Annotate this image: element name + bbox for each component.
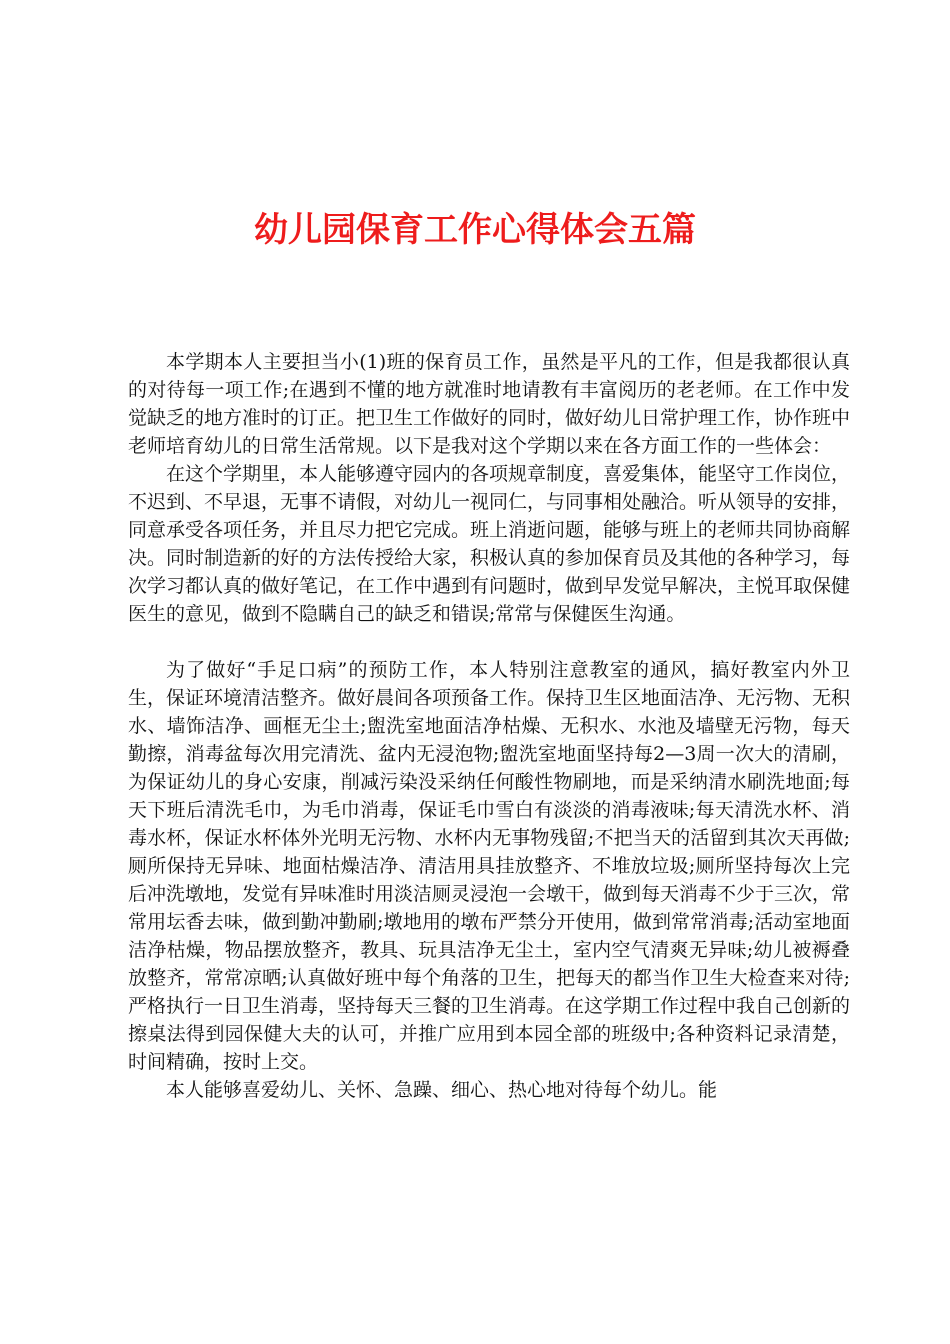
paragraph-hygiene: 为了做好“手足口病”的预防工作，本人特别注意教室的通风，搞好教室内外卫生，保证环境清洁整齐。做好晨间各项预备工作。保持卫生区地面洁净、无污物、无积水、墙饰洁净、画框无尘土;盥洗室地面洁净枯燥、无积水、水池及墙壁无污物，每天勤擦，消毒盆每次用完清洗、盆内无浸泡物;盥洗室地面坚持每2—3周一次大的清刷，为保证幼儿的身心安康，削减污染没采纳任何酸性物刷地，而是采纳清水刷洗地面;每天下班后清洗毛巾，为毛巾消毒，保证毛巾雪白有淡淡的消毒液味;每天清洗水杯、消毒水杯，保证水杯体外光明无污物、水杯内无事物残留;不把当天的活留到其次天再做;厕所保持无异味、地面枯燥洁净、清洁用具挂放整齐、不堆放垃圾;厕所坚持每次上完后冲洗墩地，发觉有异味准时用淡洁厕灵浸泡一会墩干，做到每天消毒不少于三次，常常用坛香去味，做到勤冲勤刷;墩地用的墩布严禁分开使用，做到常常消毒;活动室地面洁净枯燥，物品摆放整齐，教具、玩具洁净无尘土，室内空气清爽无异味;幼儿被褥叠放整齐，常常凉晒;认真做好班中每个角落的卫生，把每天的都当作卫生大检查来对待;严格执行一日卫生消毒，坚持每天三餐的卫生消毒。在这学期工作过程中我自己创新的擦桌法得到园保健大夫的认可，并推广应用到本园全部的班级中;各种资料记录清楚，时间精确，按时上交。 (128, 659, 851, 1073)
paragraph-discipline: 在这个学期里，本人能够遵守园内的各项规章制度，喜爱集体，能坚守工作岗位，不迟到、不早退，无事不请假，对幼儿一视同仁，与同事相处融洽。听从领导的安排，同意承受各项任务，并且尽力把它完成。班上消逝问题，能够与班上的老师共同协商解决。同时制造新的好的方法传授给大家，积极认真的参加保育员及其他的各种学习，每次学习都认真的做好笔记，在工作中遇到有问题时，做到早发觉早解决，主悦耳取保健医生的意见，做到不隐瞒自己的缺乏和错误;常常与保健医生沟通。 (128, 463, 851, 625)
paragraph-care: 本人能够喜爱幼儿、关怀、急躁、细心、热心地对待每个幼儿。能 (166, 1079, 718, 1101)
paragraph-intro: 本学期本人主要担当小(1)班的保育员工作，虽然是平凡的工作，但是我都很认真的对待每一项工作;在遇到不懂的地方就准时地请教有丰富阅历的老老师。在工作中发觉缺乏的地方准时的订正。把卫生工作做好的同时，做好幼儿日常护理工作，协作班中老师培育幼儿的日常生活常规。以下是我对这个学期以来在各方面工作的一些体会： (128, 351, 851, 457)
document-title: 幼儿园保育工作心得体会五篇 (254, 210, 696, 250)
document-body (128, 348, 850, 1104)
